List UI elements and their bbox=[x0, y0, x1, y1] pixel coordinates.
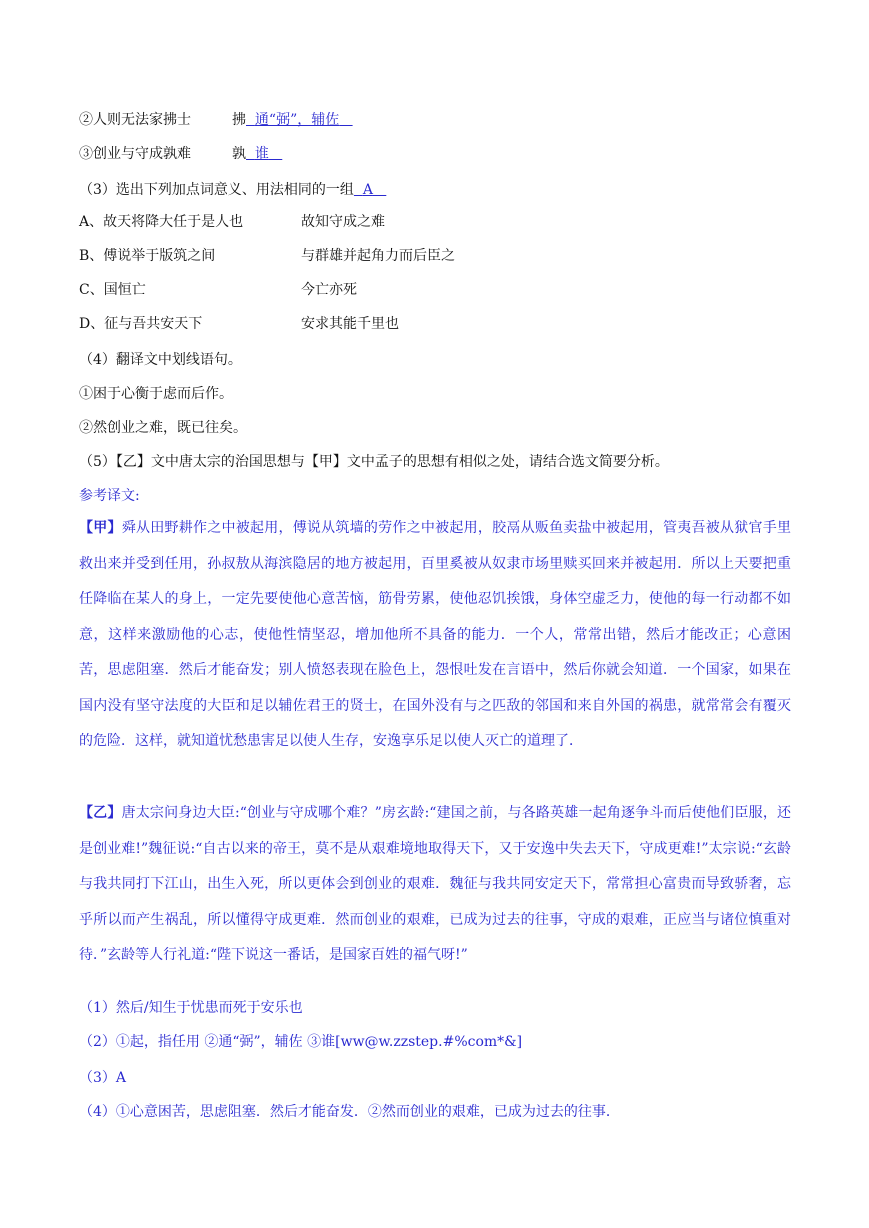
q3-option-a-right: 故知守成之难 bbox=[301, 214, 385, 230]
reference-yi-paragraph bbox=[79, 796, 791, 974]
yi-text: 唐太宗问身边大臣:“创业与守成哪个难？”房玄龄:“建国之前，与各路英雄一起角逐争斗而后使他们臣服，还是创业难!”魏征说:“自古以来的帝王，莫不是从艰难境地取得天下，又于安逸中失去天下，守成更难!”太宗说:“玄龄与我共同打下江山，出生入死，所以更体会到创业的艰难．魏征与我共同安定天下，常常担心富贵而导致骄奢，忘乎所以而产生祸乱，所以懂得守成更难．然而创业的艰难，已成为过去的往事，守成的艰难，正应当与诸位慎重对待．”玄龄等人行礼道:“陛下说这一番话，是国家百姓的福气呀!” bbox=[79, 805, 791, 963]
q3-prompt-row bbox=[79, 180, 386, 200]
q3-option-a: A、故天将降大任于是人也 bbox=[79, 214, 244, 230]
yi-tag: 【乙】 bbox=[79, 805, 122, 821]
q2-item3-sentence: ③创业与守成孰难 bbox=[79, 146, 191, 162]
q3-option-d: D、征与吾共安天下 bbox=[79, 316, 203, 332]
q4-sentence-2: ②然创业之难，既已往矣。 bbox=[79, 420, 247, 436]
jia-text: 舜从田野耕作之中被起用，傅说从筑墙的劳作之中被起用，胶鬲从贩鱼卖盐中被起用，管夷吾被从狱官手里救出来并受到任用，孙叔敖从海滨隐居的地方被起用，百里奚被从奴隶市场里赎买回来并被起用．所以上天要把重任降临在某人的身上，一定先要使他心意苦恼，筋骨劳累，使他忍饥挨饿，身体空虚乏力，使他的每一行动都不如意，这样来激励他的心志，使他性情坚忍，增加他所不具备的能力．一个人，常常出错，然后才能改正；心意困苦，思虑阻塞．然后才能奋发；别人愤怒表现在脸色上，怨恨吐发在言语中，然后你就会知道．一个国家，如果在国内没有坚守法度的大臣和足以辅佐君王的贤士，在国外没有与之匹敌的邻国和来自外国的祸患，就常常会有覆灭的危险．这样，就知道忧愁患害足以使人生存，安逸享乐足以使人灭亡的道理了． bbox=[79, 520, 792, 749]
q3-answer: A bbox=[362, 182, 373, 198]
q3-option-b-right: 与群雄并起角力而后臣之 bbox=[301, 248, 455, 264]
q3-option-c: C、国恒亡 bbox=[79, 282, 146, 298]
answer-1: （1）然后/知生于忧患而死于安乐也 bbox=[79, 1000, 303, 1016]
q4-prompt: （4）翻译文中划线语句。 bbox=[79, 352, 242, 368]
q2-item2-answer-row bbox=[232, 110, 353, 130]
q2-item2 bbox=[79, 110, 191, 130]
answer-3: （3）A bbox=[79, 1070, 127, 1086]
q3-prompt: （3）选出下列加点词意义、用法相同的一组 bbox=[79, 182, 354, 198]
q2-item3-answer: 谁 bbox=[254, 146, 269, 162]
q2-item3 bbox=[79, 144, 191, 164]
reference-heading: 参考译文: bbox=[79, 488, 140, 504]
answer-4: （4）①心意困苦，思虑阻塞．然后才能奋发．②然而创业的艰难，已成为过去的往事． bbox=[79, 1104, 620, 1120]
q2-item2-sentence: ②人则无法家拂士 bbox=[79, 112, 191, 128]
q2-item3-answer-row bbox=[232, 144, 282, 164]
jia-tag: 【甲】 bbox=[79, 520, 122, 536]
q3-option-d-right: 安求其能千里也 bbox=[301, 316, 399, 332]
q3-option-b: B、傅说举于版筑之间 bbox=[79, 248, 216, 264]
answer-2: （2）①起，指任用 ②通“弼”，辅佐 ③谁[ww@w.zzstep.#%com*&] bbox=[79, 1034, 523, 1050]
q2-item3-char: 孰 bbox=[232, 146, 246, 162]
q2-item2-char: 拂 bbox=[232, 112, 246, 128]
q2-item2-answer: 通“弼”，辅佐 bbox=[254, 112, 340, 128]
q5-prompt: （5）【乙】文中唐太宗的治国思想与【甲】文中孟子的思想有相似之处，请结合选文简要分析。 bbox=[79, 454, 669, 470]
q4-sentence-1: ①困于心衡于虑而后作。 bbox=[79, 386, 233, 402]
q3-option-c-right: 今亡亦死 bbox=[301, 282, 357, 298]
reference-jia-paragraph bbox=[79, 511, 791, 760]
